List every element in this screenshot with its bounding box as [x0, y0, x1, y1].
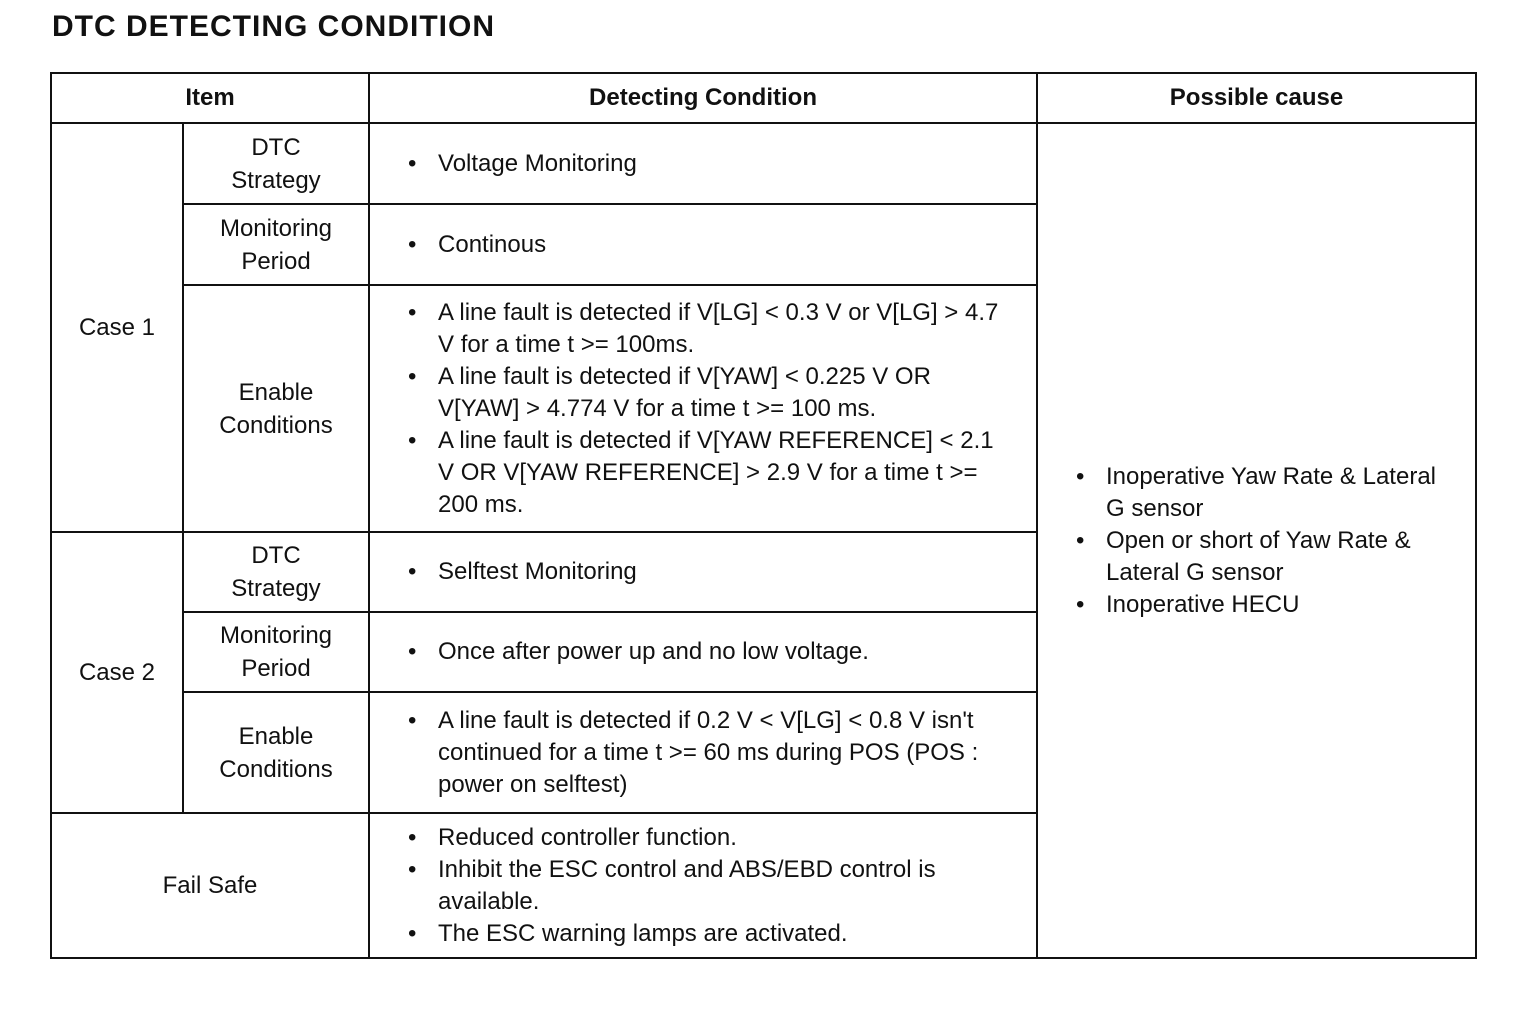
case1-enable-conditions-label [183, 285, 369, 532]
list-item [408, 425, 1012, 521]
list-item [408, 705, 1012, 801]
case2-enable-conditions-conditions [369, 692, 1037, 813]
list-item-text: Selftest Monitoring [438, 558, 637, 585]
bullet-icon: • [408, 362, 417, 390]
case2-monitoring-period-label [183, 612, 369, 692]
list-item-text: Voltage Monitoring [438, 149, 637, 177]
bullet-icon: • [408, 706, 417, 734]
list-item [408, 636, 1012, 668]
fail-safe-conditions [369, 813, 1037, 958]
list-item-text: The ESC warning lamps are activated. [438, 919, 848, 947]
list-item-text: Inoperative Yaw Rate & Lateral G sensor [1106, 462, 1436, 522]
condition-list [408, 636, 1012, 668]
header-detecting-condition: Detecting Condition [369, 73, 1037, 123]
case1-monitoring-period-label [183, 204, 369, 285]
table-header-row [51, 73, 1476, 123]
list-item-text: Inhibit the ESC control and ABS/EBD control is available. [438, 855, 936, 915]
bullet-icon: • [408, 149, 417, 177]
case1-label: Case 1 [51, 123, 183, 532]
list-item-text: Continous [438, 230, 547, 258]
condition-list [408, 148, 1012, 180]
bullet-icon: • [408, 230, 417, 258]
bullet-icon: • [1076, 462, 1085, 490]
list-item [1076, 525, 1445, 589]
case2-monitoring-period-text: Monitoring Period [219, 622, 333, 682]
case2-enable-conditions-label [183, 692, 369, 813]
list-item [408, 854, 1012, 918]
case2-dtc-strategy-text: DTC Strategy [231, 542, 321, 602]
possible-cause-cell [1037, 123, 1476, 958]
bullet-icon: • [408, 919, 417, 947]
bullet-icon: • [1076, 526, 1085, 554]
case1-monitoring-period-conditions [369, 204, 1037, 285]
list-item-text: Inoperative HECU [1106, 590, 1300, 618]
case2-dtc-strategy-label [183, 532, 369, 612]
case1-dtc-strategy-conditions [369, 123, 1037, 204]
bullet-icon: • [408, 855, 417, 883]
table-row [51, 123, 1476, 204]
bullet-icon: • [1076, 590, 1085, 618]
list-item-text: Once after power up and no low voltage. [438, 638, 869, 665]
header-item: Item [51, 73, 369, 123]
case2-label: Case 2 [51, 532, 183, 813]
condition-list [408, 297, 1012, 521]
condition-list [408, 822, 1012, 950]
case1-enable-conditions-conditions [369, 285, 1037, 532]
list-item-text: A line fault is detected if V[LG] < 0.3 V or V[LG] > 4.7 V for a time t >= 100ms. [438, 298, 999, 358]
list-item [408, 361, 1012, 425]
case2-enable-conditions-text: Enable Conditions [219, 722, 333, 783]
list-item [408, 148, 1012, 180]
list-item [1076, 461, 1445, 525]
case2-dtc-strategy-conditions [369, 532, 1037, 612]
list-item-text: A line fault is detected if V[YAW REFERENCE] < 2.1 V OR V[YAW REFERENCE] > 2.9 V for a time t >= 200 ms. [438, 426, 994, 518]
bullet-icon: • [408, 426, 417, 454]
list-item-text: Open or short of Yaw Rate & Lateral G sensor [1106, 526, 1411, 586]
list-item [408, 229, 1012, 261]
list-item-text: A line fault is detected if 0.2 V < V[LG] < 0.8 V isn't continued for a time t >= 60 ms during POS (POS : power on selftest) [438, 706, 979, 798]
case1-monitoring-period-text: Monitoring Period [219, 214, 333, 275]
list-item [1076, 589, 1445, 621]
fail-safe-label: Fail Safe [51, 813, 369, 958]
case1-dtc-strategy-label [183, 123, 369, 204]
bullet-icon: • [408, 558, 417, 585]
list-item [408, 822, 1012, 854]
bullet-icon: • [408, 298, 417, 326]
page-title: DTC DETECTING CONDITION [52, 10, 495, 43]
header-possible-cause: Possible cause [1037, 73, 1476, 123]
list-item-text: Reduced controller function. [438, 823, 737, 851]
case2-monitoring-period-conditions [369, 612, 1037, 692]
case1-enable-conditions-text: Enable Conditions [219, 378, 333, 439]
condition-list [408, 556, 1012, 588]
condition-list [408, 705, 1012, 801]
bullet-icon: • [408, 823, 417, 851]
case1-dtc-strategy-text: DTC Strategy [231, 133, 321, 194]
list-item [408, 556, 1012, 588]
condition-list [408, 229, 1012, 261]
possible-cause-list [1076, 461, 1445, 621]
list-item [408, 297, 1012, 361]
dtc-condition-table [50, 72, 1477, 959]
list-item-text: A line fault is detected if V[YAW] < 0.225 V OR V[YAW] > 4.774 V for a time t >= 100 ms. [438, 362, 931, 422]
bullet-icon: • [408, 638, 417, 665]
list-item [408, 918, 1012, 950]
